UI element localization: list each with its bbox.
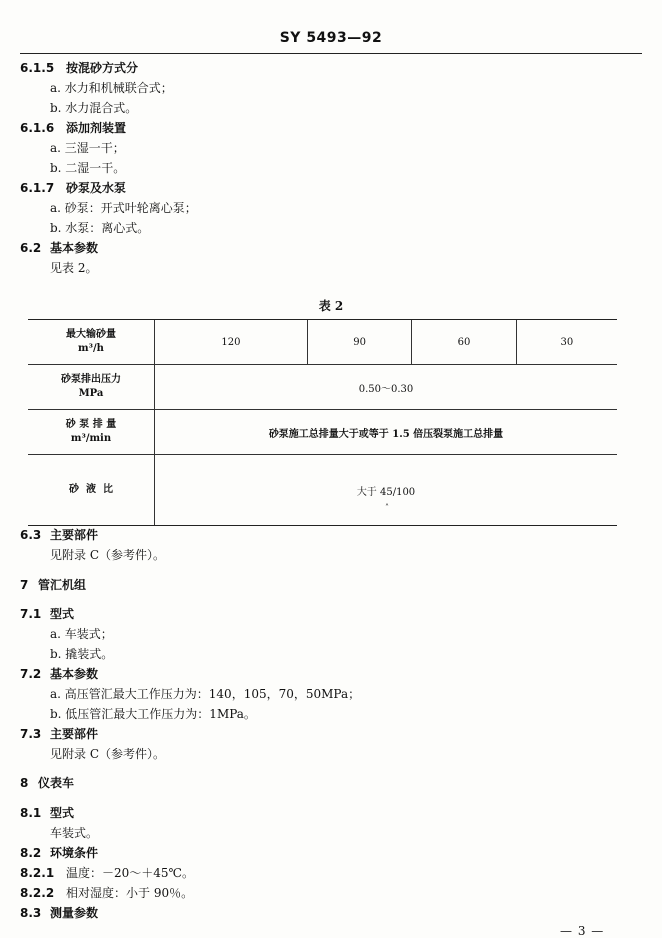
clause-title: 基本参数 <box>50 667 99 681</box>
clause-number: 8.2.2 <box>20 886 55 900</box>
clause-number: 6.1.6 <box>20 121 55 135</box>
list-item: a. 水力和机械联合式； <box>50 81 173 95</box>
table-row <box>28 320 617 365</box>
value-cell: 0.50～0.30 <box>155 365 618 410</box>
body-text: 见附录 C（参考件）。 <box>50 548 165 562</box>
clause-number: 8.1 <box>20 806 42 820</box>
param-name: 砂 泵 排 量 <box>65 419 117 430</box>
list-item: b. 水泵：离心式。 <box>50 221 150 235</box>
param-name: 砂泵排出压力 <box>61 374 121 385</box>
clause-title: 型式 <box>50 806 75 820</box>
list-item: a. 车装式； <box>50 627 113 641</box>
clause-line <box>20 885 193 901</box>
clause-title: 砂泵及水泵 <box>66 181 127 195</box>
chapter-number: 8 <box>20 776 29 790</box>
clause-title: 环境条件 <box>50 846 99 860</box>
page-number: — 3 — <box>560 924 605 938</box>
clause-title: 测量参数 <box>50 906 99 920</box>
value-cell: 大于 45/100 <box>155 455 618 526</box>
param-cell <box>28 410 155 455</box>
value-cell: 砂泵施工总排量大于或等于 1.5 倍压裂泵施工总排量 <box>155 410 618 455</box>
clause-title: 添加剂装置 <box>66 121 127 135</box>
clause-heading <box>20 726 98 742</box>
param-cell <box>28 455 155 526</box>
clause-heading <box>20 120 126 136</box>
list-item: a. 高压管汇最大工作压力为：140，105，70，50MPa； <box>50 687 361 701</box>
clause-heading <box>20 666 98 682</box>
clause-title: 按混砂方式分 <box>66 61 139 75</box>
clause-number: 6.1.7 <box>20 181 55 195</box>
table-row <box>28 455 617 526</box>
clause-number: 6.3 <box>20 528 42 542</box>
clause-title: 主要部件 <box>50 727 99 741</box>
clause-heading <box>20 60 138 76</box>
body-text: 见表 2。 <box>50 261 98 275</box>
body-text: 见附录 C（参考件）。 <box>50 747 165 761</box>
scan-mark: ˄ <box>385 503 389 512</box>
clause-number: 8.2 <box>20 846 42 860</box>
clause-number: 6.2 <box>20 241 42 255</box>
param-unit: MPa <box>78 388 104 399</box>
table-row <box>28 410 617 455</box>
list-item: b. 低压管汇最大工作压力为：1MPa。 <box>50 707 256 721</box>
list-item: b. 水力混合式。 <box>50 101 138 115</box>
value-cell: 120 <box>155 320 308 365</box>
clause-title: 基本参数 <box>50 241 99 255</box>
chapter-heading <box>20 775 74 791</box>
chapter-heading <box>20 577 86 593</box>
clause-line <box>20 865 194 881</box>
clause-heading <box>20 527 98 543</box>
parameter-table <box>28 319 617 526</box>
value-cell: 90 <box>307 320 411 365</box>
clause-number: 6.1.5 <box>20 61 55 75</box>
list-item: a. 三湿一干； <box>50 141 125 155</box>
table-caption: 表 2 <box>318 299 344 313</box>
clause-title: 型式 <box>50 607 75 621</box>
clause-title: 主要部件 <box>50 528 99 542</box>
clause-number: 7.3 <box>20 727 42 741</box>
clause-heading <box>20 240 98 256</box>
list-item: a. 砂泵：开式叶轮离心泵； <box>50 201 197 215</box>
chapter-title: 仪表车 <box>38 776 75 790</box>
clause-text: 温度：－20～＋45℃。 <box>66 866 194 880</box>
body-text: 车装式。 <box>50 826 99 840</box>
chapter-number: 7 <box>20 578 29 592</box>
param-name: 砂 液 比 <box>69 484 113 495</box>
clause-text: 相对湿度：小于 90％。 <box>66 886 194 900</box>
param-cell <box>28 365 155 410</box>
chapter-title: 管汇机组 <box>38 578 87 592</box>
clause-number: 7.1 <box>20 607 42 621</box>
clause-heading <box>20 845 98 861</box>
list-item: b. 二湿一干。 <box>50 161 126 175</box>
param-cell <box>28 320 155 365</box>
document-code: SY 5493—92 <box>279 30 383 46</box>
param-name: 最大输砂量 <box>66 329 116 340</box>
clause-number: 7.2 <box>20 667 42 681</box>
value-cell: 30 <box>516 320 617 365</box>
clause-number: 8.3 <box>20 906 42 920</box>
param-unit: m³/h <box>78 343 104 354</box>
header-rule <box>20 53 642 54</box>
clause-heading <box>20 805 74 821</box>
clause-number: 8.2.1 <box>20 866 55 880</box>
list-item: b. 撬装式。 <box>50 647 114 661</box>
param-unit: m³/min <box>70 433 112 444</box>
table-row <box>28 365 617 410</box>
clause-heading <box>20 606 74 622</box>
clause-heading <box>20 180 126 196</box>
clause-heading <box>20 905 98 921</box>
value-cell: 60 <box>412 320 516 365</box>
